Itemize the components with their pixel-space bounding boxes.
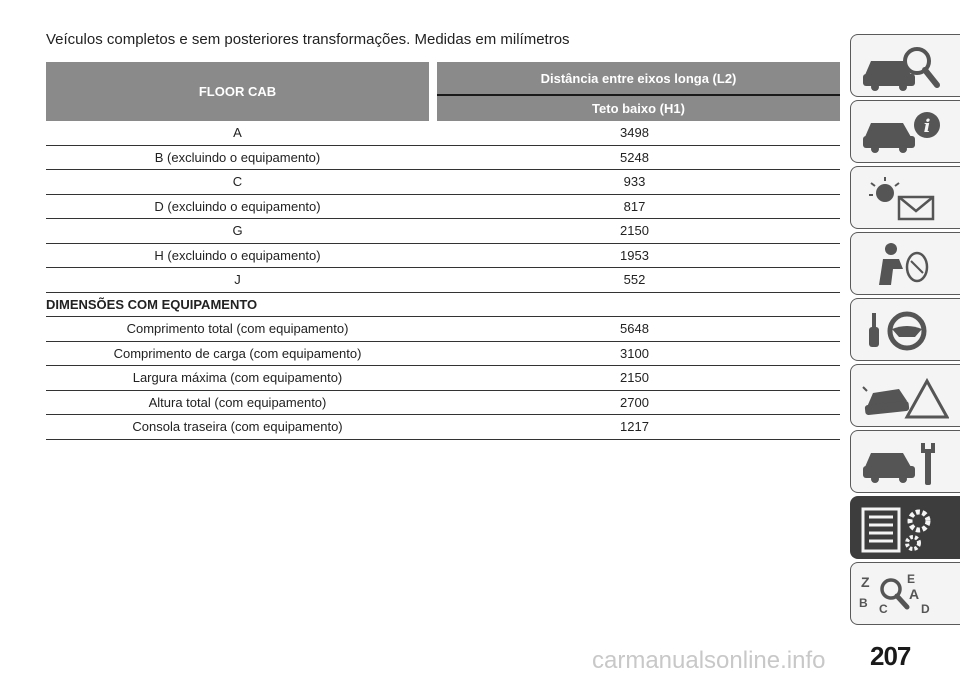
row-label: A [233,125,242,141]
row-value: 552 [623,272,646,288]
row-value: 2150 [620,223,649,239]
svg-text:E: E [907,572,916,586]
row-label: Comprimento total (com equipamento) [126,321,349,337]
tab-maintenance[interactable] [850,430,960,493]
svg-text:Z: Z [861,574,870,590]
row-value: 5248 [620,149,649,165]
row-value: 933 [623,174,646,190]
row-label: Comprimento de carga (com equipamento) [113,345,362,361]
tab-index[interactable] [850,562,960,625]
tab-emergency[interactable] [850,364,960,427]
row-value: 1217 [620,419,649,435]
row-label: J [234,272,241,288]
table-row [46,121,840,146]
row-label: H (excluindo o equipamento) [154,247,321,263]
dimensions-table [46,62,840,440]
row-label: Consola traseira (com equipamento) [132,419,343,435]
table-row [46,219,840,244]
row-label: B (excluindo o equipamento) [154,149,321,165]
airbag-person-icon [859,239,949,291]
header-right [437,62,840,121]
row-value: 817 [623,198,646,214]
tab-technical-data[interactable] [850,496,960,559]
svg-text:B: B [859,596,868,610]
warning-light-message-icon [859,173,949,225]
table-row [46,342,840,367]
row-value: 2700 [620,394,649,410]
spec-list-gear-icon [859,503,949,555]
table-header [46,62,840,121]
row-label: G [232,223,243,239]
alphabetical-index-icon [859,569,949,621]
row-label: Altura total (com equipamento) [148,394,327,410]
tab-warning-lights[interactable] [850,166,960,229]
table-row [46,170,840,195]
table-row [46,391,840,416]
svg-text:A: A [909,586,920,602]
row-label: Largura máxima (com equipamento) [132,370,343,386]
section-title: DIMENSÕES COM EQUIPAMENTO [46,296,258,312]
table-row [46,146,840,171]
svg-text:C: C [879,602,888,616]
table-row [46,244,840,269]
row-value: 5648 [620,321,649,337]
header-roof: Teto baixo (H1) [437,96,840,121]
tab-car-search[interactable] [850,34,960,97]
page-number: 207 [870,641,911,671]
table-row [46,195,840,220]
table-row [46,317,840,342]
car-info-icon [859,107,949,159]
car-wrench-icon [859,437,949,489]
row-label: C [232,174,243,190]
svg-text:D: D [921,602,930,616]
car-crash-warning-icon [859,371,949,423]
tab-car-info[interactable] [850,100,960,163]
intro-text: Veículos completos e sem posteriores transformações. Medidas em milímetros [46,31,570,48]
row-label: D (excluindo o equipamento) [154,198,321,214]
table-row [46,268,840,293]
row-value: 3498 [620,125,649,141]
table-row [46,366,840,391]
header-floor-cab: FLOOR CAB [46,62,429,121]
row-value: 2150 [620,370,649,386]
table-row [46,415,840,440]
watermark: carmanualsonline.info [592,647,826,674]
header-wheelbase: Distância entre eixos longa (L2) [437,62,840,94]
section-row [46,293,840,318]
key-steering-wheel-icon [859,305,949,357]
tab-starting-driving[interactable] [850,298,960,361]
row-value: 3100 [620,345,649,361]
row-value: 1953 [620,247,649,263]
tab-safety[interactable] [850,232,960,295]
svg-text:i: i [923,116,931,137]
car-search-icon [859,41,949,93]
